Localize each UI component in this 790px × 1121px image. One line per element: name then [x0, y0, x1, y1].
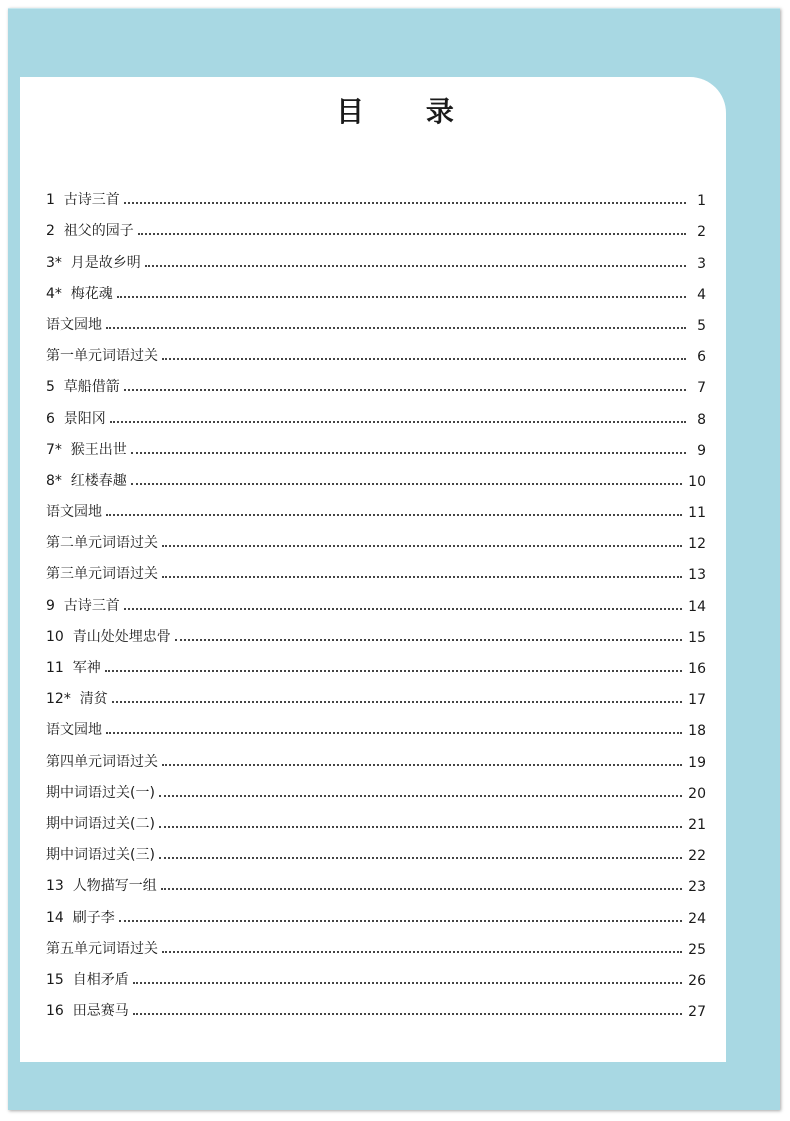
- toc-page-number: 12: [688, 536, 706, 553]
- toc-entry-title: 15 自相矛盾: [46, 971, 129, 988]
- toc-page-number: 19: [688, 754, 706, 771]
- toc-entry-title: 10 青山处处埋忠骨: [46, 628, 171, 645]
- toc-entry-title: 12* 清贫: [46, 691, 108, 708]
- toc-entry-title: 语文园地: [46, 316, 102, 333]
- dot-leader: [162, 764, 682, 766]
- dot-leader: [159, 857, 682, 859]
- dot-leader: [162, 951, 682, 953]
- toc-page-number: 21: [688, 816, 706, 833]
- toc-page-number: 23: [688, 879, 706, 896]
- dot-leader: [112, 701, 682, 703]
- dot-leader: [145, 265, 686, 267]
- toc-entry[interactable]: [46, 334, 706, 365]
- toc-entry-title: 第三单元词语过关: [46, 566, 158, 583]
- toc-entry-title: 3* 月是故乡明: [46, 254, 141, 271]
- dot-leader: [105, 670, 682, 672]
- toc-page-number: 10: [688, 473, 706, 490]
- toc-entry-title: 9 古诗三首: [46, 597, 120, 614]
- dot-leader: [106, 514, 682, 516]
- toc-entry[interactable]: [46, 677, 706, 708]
- toc-entry-title: 6 景阳冈: [46, 410, 106, 427]
- toc-page-number: 1: [697, 193, 706, 210]
- toc-page-number: 8: [697, 411, 706, 428]
- toc-entry[interactable]: [46, 615, 706, 646]
- toc-page-number: 20: [688, 785, 706, 802]
- toc-page-number: 25: [688, 941, 706, 958]
- toc-entry-title: 第四单元词语过关: [46, 753, 158, 770]
- toc-entry-title: 1 古诗三首: [46, 192, 120, 209]
- toc-entry[interactable]: [46, 272, 706, 303]
- page-title: 目 录: [336, 95, 480, 128]
- dot-leader: [124, 202, 686, 204]
- toc-entry[interactable]: [46, 490, 706, 521]
- toc-entry[interactable]: [46, 895, 706, 926]
- toc-entry-title: 7* 猴王出世: [46, 441, 127, 458]
- toc-entry[interactable]: [46, 459, 706, 490]
- toc-page-number: 7: [697, 380, 706, 397]
- toc-entry[interactable]: [46, 802, 706, 833]
- toc-entry-title: 期中词语过关(一): [46, 784, 155, 801]
- toc-page-number: 15: [688, 629, 706, 646]
- toc-entry[interactable]: [46, 178, 706, 209]
- toc-entry-title: 11 军神: [46, 660, 101, 676]
- dot-leader: [124, 608, 682, 610]
- toc-page-number: 5: [697, 317, 706, 334]
- dot-leader: [162, 358, 686, 360]
- dot-leader: [162, 576, 682, 578]
- toc-entry[interactable]: [46, 708, 706, 739]
- toc-entry[interactable]: [46, 833, 706, 864]
- toc-page-number: 14: [688, 598, 706, 615]
- toc-entry-title: 14 刷子李: [46, 909, 115, 926]
- dot-leader: [117, 296, 686, 298]
- toc-entry-title: 语文园地: [46, 722, 102, 739]
- toc-entry-title: 期中词语过关(二): [46, 815, 155, 832]
- table-of-contents: [46, 178, 706, 1020]
- toc-entry[interactable]: [46, 428, 706, 459]
- toc-entry[interactable]: [46, 989, 706, 1020]
- toc-entry[interactable]: [46, 646, 706, 677]
- toc-entry-title: 5 草船借箭: [46, 379, 120, 396]
- toc-page-number: 4: [697, 286, 706, 303]
- toc-entry-title: 期中词语过关(三): [46, 847, 155, 864]
- toc-entry[interactable]: [46, 958, 706, 989]
- dot-leader: [159, 826, 682, 828]
- toc-page-number: 18: [688, 723, 706, 740]
- dot-leader: [159, 795, 682, 797]
- toc-entry-title: 语文园地: [46, 504, 102, 521]
- toc-entry-title: 13 人物描写一组: [46, 878, 157, 895]
- toc-page-number: 16: [688, 661, 706, 677]
- toc-entry[interactable]: [46, 771, 706, 802]
- dot-leader: [162, 545, 682, 547]
- toc-page-number: 22: [688, 848, 706, 865]
- toc-entry[interactable]: [46, 864, 706, 895]
- dot-leader: [106, 327, 686, 329]
- toc-page-number: 9: [697, 442, 706, 459]
- dot-leader: [131, 452, 686, 454]
- dot-leader: [133, 982, 682, 984]
- toc-entry[interactable]: [46, 209, 706, 240]
- toc-entry-title: 4* 梅花魂: [46, 285, 113, 302]
- dot-leader: [175, 639, 682, 641]
- toc-entry[interactable]: [46, 396, 706, 427]
- toc-entry-title: 第一单元词语过关: [46, 348, 158, 365]
- toc-page-number: 13: [688, 567, 706, 584]
- toc-entry-title: 16 田忌赛马: [46, 1003, 129, 1020]
- toc-entry[interactable]: [46, 521, 706, 552]
- dot-leader: [110, 421, 686, 423]
- toc-entry[interactable]: [46, 303, 706, 334]
- toc-entry[interactable]: [46, 365, 706, 396]
- dot-leader: [133, 1013, 682, 1015]
- toc-page-number: 27: [688, 1004, 706, 1021]
- dot-leader: [138, 233, 686, 235]
- toc-entry-title: 8* 红楼春趣: [46, 472, 127, 489]
- toc-entry-title: 第五单元词语过关: [46, 940, 158, 957]
- dot-leader: [124, 389, 686, 391]
- toc-entry[interactable]: [46, 927, 706, 958]
- dot-leader: [161, 888, 682, 890]
- dot-leader: [119, 920, 682, 922]
- toc-page-number: 11: [688, 505, 706, 522]
- toc-entry[interactable]: [46, 583, 706, 614]
- toc-page-number: 6: [697, 349, 706, 366]
- toc-entry[interactable]: [46, 739, 706, 770]
- toc-entry-title: 2 祖父的园子: [46, 223, 134, 240]
- toc-page-number: 3: [697, 255, 706, 272]
- toc-page-number: 26: [688, 972, 706, 989]
- toc-page-number: 2: [697, 224, 706, 241]
- toc-entry[interactable]: [46, 552, 706, 583]
- toc-entry[interactable]: [46, 240, 706, 271]
- dot-leader: [131, 483, 682, 485]
- toc-entry-title: 第二单元词语过关: [46, 535, 158, 552]
- toc-page-number: 24: [688, 910, 706, 927]
- toc-page-number: 17: [688, 692, 706, 709]
- dot-leader: [106, 732, 682, 734]
